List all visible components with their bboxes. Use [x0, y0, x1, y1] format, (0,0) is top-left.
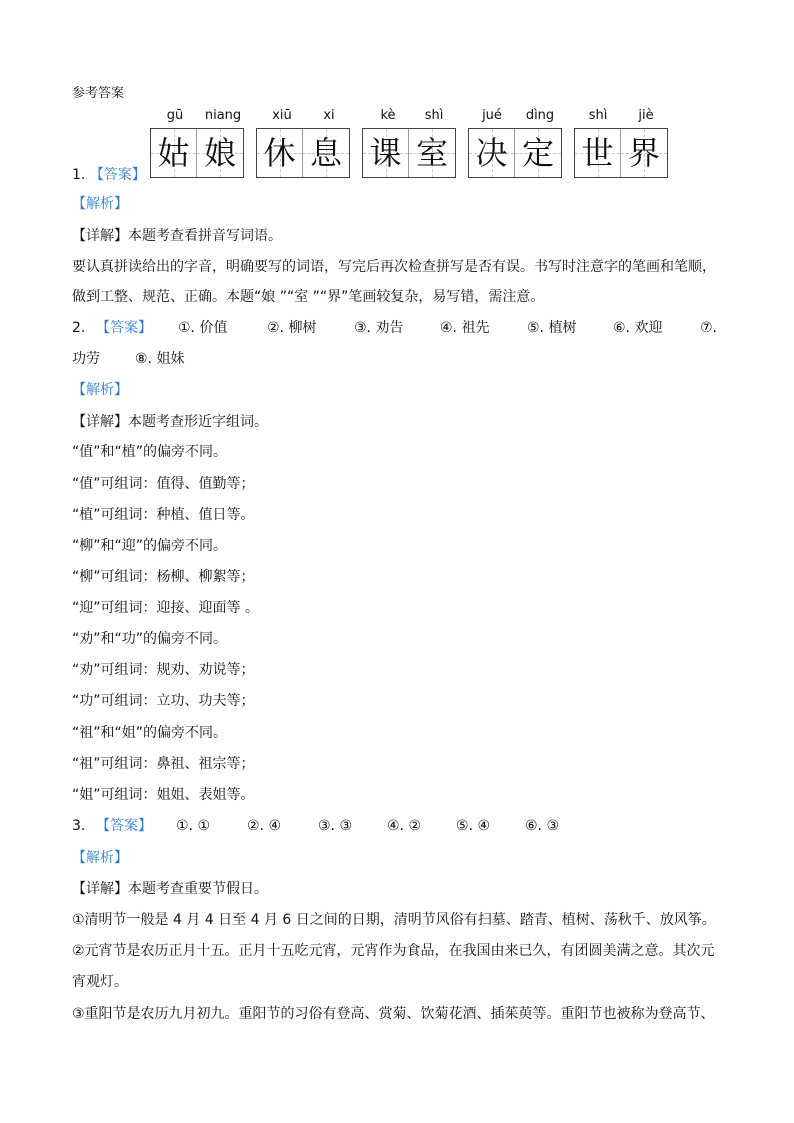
q2-line: “劝”和“功”的偏旁不同。 — [72, 631, 228, 647]
q2-detail: 【详解】本题考查形近字组词。 — [72, 414, 268, 430]
pinyin: gū — [166, 108, 184, 123]
q2-answer: 功劳 — [72, 351, 100, 367]
char: 定 — [521, 134, 554, 172]
q1-number — [72, 164, 146, 184]
pinyin: kè — [380, 108, 396, 123]
q2-analysis-label: 【解析】 — [72, 382, 128, 398]
pinyin: xiū — [272, 108, 292, 123]
word-box — [362, 128, 456, 178]
q2-line: “值”和“植”的偏旁不同。 — [72, 444, 228, 460]
q3-answer: ①. ① — [176, 818, 211, 834]
q1-number-text: 1. — [72, 167, 86, 183]
char-cell — [621, 129, 667, 177]
char: 姑 — [157, 134, 190, 172]
pinyin: jué — [482, 108, 502, 123]
pinyin: xi — [323, 108, 335, 123]
q1-paragraph: 要认真拼读给出的字音，明确要写的词语，写完后再次检查拼写是否有误。书写时注意字的笔画和笔顺， — [72, 259, 716, 275]
q3-answer: ⑥. ③ — [525, 818, 560, 834]
word-box — [468, 128, 562, 178]
char: 娘 — [203, 134, 236, 172]
q1-paragraph: 做到工整、规范、正确。本题“娘 ”“室 ”“界”笔画较复杂，易写错，需注意。 — [72, 289, 545, 305]
char: 息 — [309, 134, 342, 172]
page-title: 参考答案 — [72, 86, 125, 101]
q3-answer-label: 【答案】 — [96, 818, 152, 834]
word-box — [150, 128, 244, 178]
q2-answer: ⑥. 欢迎 — [613, 320, 663, 336]
q2-answer: ③. 劝告 — [354, 320, 404, 336]
q3-answer: ④. ② — [387, 818, 422, 834]
q2-answer: ②. 柳树 — [267, 320, 317, 336]
q3-line: 宵观灯。 — [72, 974, 128, 990]
pinyin: jiè — [638, 108, 654, 123]
pinyin: shì — [588, 108, 608, 123]
q2-line: “值”可组词：值得、值勤等； — [72, 476, 255, 492]
q2-line: “姐”可组词：姐姐、表姐等。 — [72, 787, 255, 803]
q2-answer: ⑧. 姐妹 — [135, 351, 185, 367]
q2-answer: ①. 价值 — [178, 320, 228, 336]
q3-answer: ③. ③ — [318, 818, 353, 834]
q3-analysis-label: 【解析】 — [72, 850, 128, 866]
char: 界 — [627, 134, 660, 172]
q2-answer-label: 【答案】 — [96, 320, 152, 336]
q2-line: “植”可组词：种植、值日等。 — [72, 507, 255, 523]
q3-line: ②元宵节是农历正月十五。正月十五吃元宵，元宵作为食品，在我国由来已久，有团圆美满之意。其次元 — [72, 943, 715, 959]
char-cell — [257, 129, 303, 177]
char-cell — [151, 129, 197, 177]
q2-line: “柳”和“迎”的偏旁不同。 — [72, 538, 228, 554]
q2-line: “祖”可组词：鼻祖、祖宗等； — [72, 756, 255, 772]
q3-answer: ⑤. ④ — [456, 818, 491, 834]
q2-answer: ④. 祖先 — [440, 320, 490, 336]
char-cell — [409, 129, 455, 177]
q2-line: “祖”和“姐”的偏旁不同。 — [72, 725, 228, 741]
q2-line: “迎”可组词：迎接、迎面等 。 — [72, 600, 259, 616]
word-box — [574, 128, 668, 178]
q2-line: “劝”可组词：规劝、劝说等； — [72, 662, 255, 678]
q3-line: ③重阳节是农历九月初九。重阳节的习俗有登高、赏菊、饮菊花酒、插茱萸等。重阳节也被称为登高节、 — [72, 1006, 715, 1022]
q3-answer: ②. ④ — [247, 818, 282, 834]
q2-line: “柳”可组词：杨柳、柳絮等； — [72, 569, 255, 585]
char-cell — [515, 129, 561, 177]
q2-answer: ⑦. — [700, 320, 718, 336]
q1-detail: 【详解】本题考查看拼音写词语。 — [72, 228, 282, 244]
char: 休 — [263, 134, 296, 172]
char: 世 — [581, 134, 614, 172]
q1-answer-grid — [72, 108, 772, 188]
char: 决 — [475, 134, 508, 172]
q3-number: 3. — [72, 818, 86, 834]
pinyin: shì — [424, 108, 444, 123]
q2-number: 2. — [72, 320, 86, 336]
char: 课 — [369, 134, 402, 172]
q3-detail: 【详解】本题考查重要节假日。 — [72, 881, 268, 897]
char-cell — [197, 129, 243, 177]
char-cell — [363, 129, 409, 177]
q1-analysis-label: 【解析】 — [72, 196, 128, 212]
pinyin: niang — [204, 108, 242, 123]
word-box — [256, 128, 350, 178]
pinyin: dìng — [525, 108, 555, 123]
char-cell — [303, 129, 349, 177]
q3-line: ①清明节一般是 4 月 4 日至 4 月 6 日之间的日期，清明节风俗有扫墓、踏青、植树、荡秋千、放风筝。 — [72, 912, 716, 928]
q2-line: “功”可组词：立功、功夫等； — [72, 693, 255, 709]
q2-answer: ⑤. 植树 — [527, 320, 577, 336]
char: 室 — [415, 134, 448, 172]
char-cell — [575, 129, 621, 177]
char-cell — [469, 129, 515, 177]
q1-answer-label: 【答案】 — [89, 167, 146, 183]
